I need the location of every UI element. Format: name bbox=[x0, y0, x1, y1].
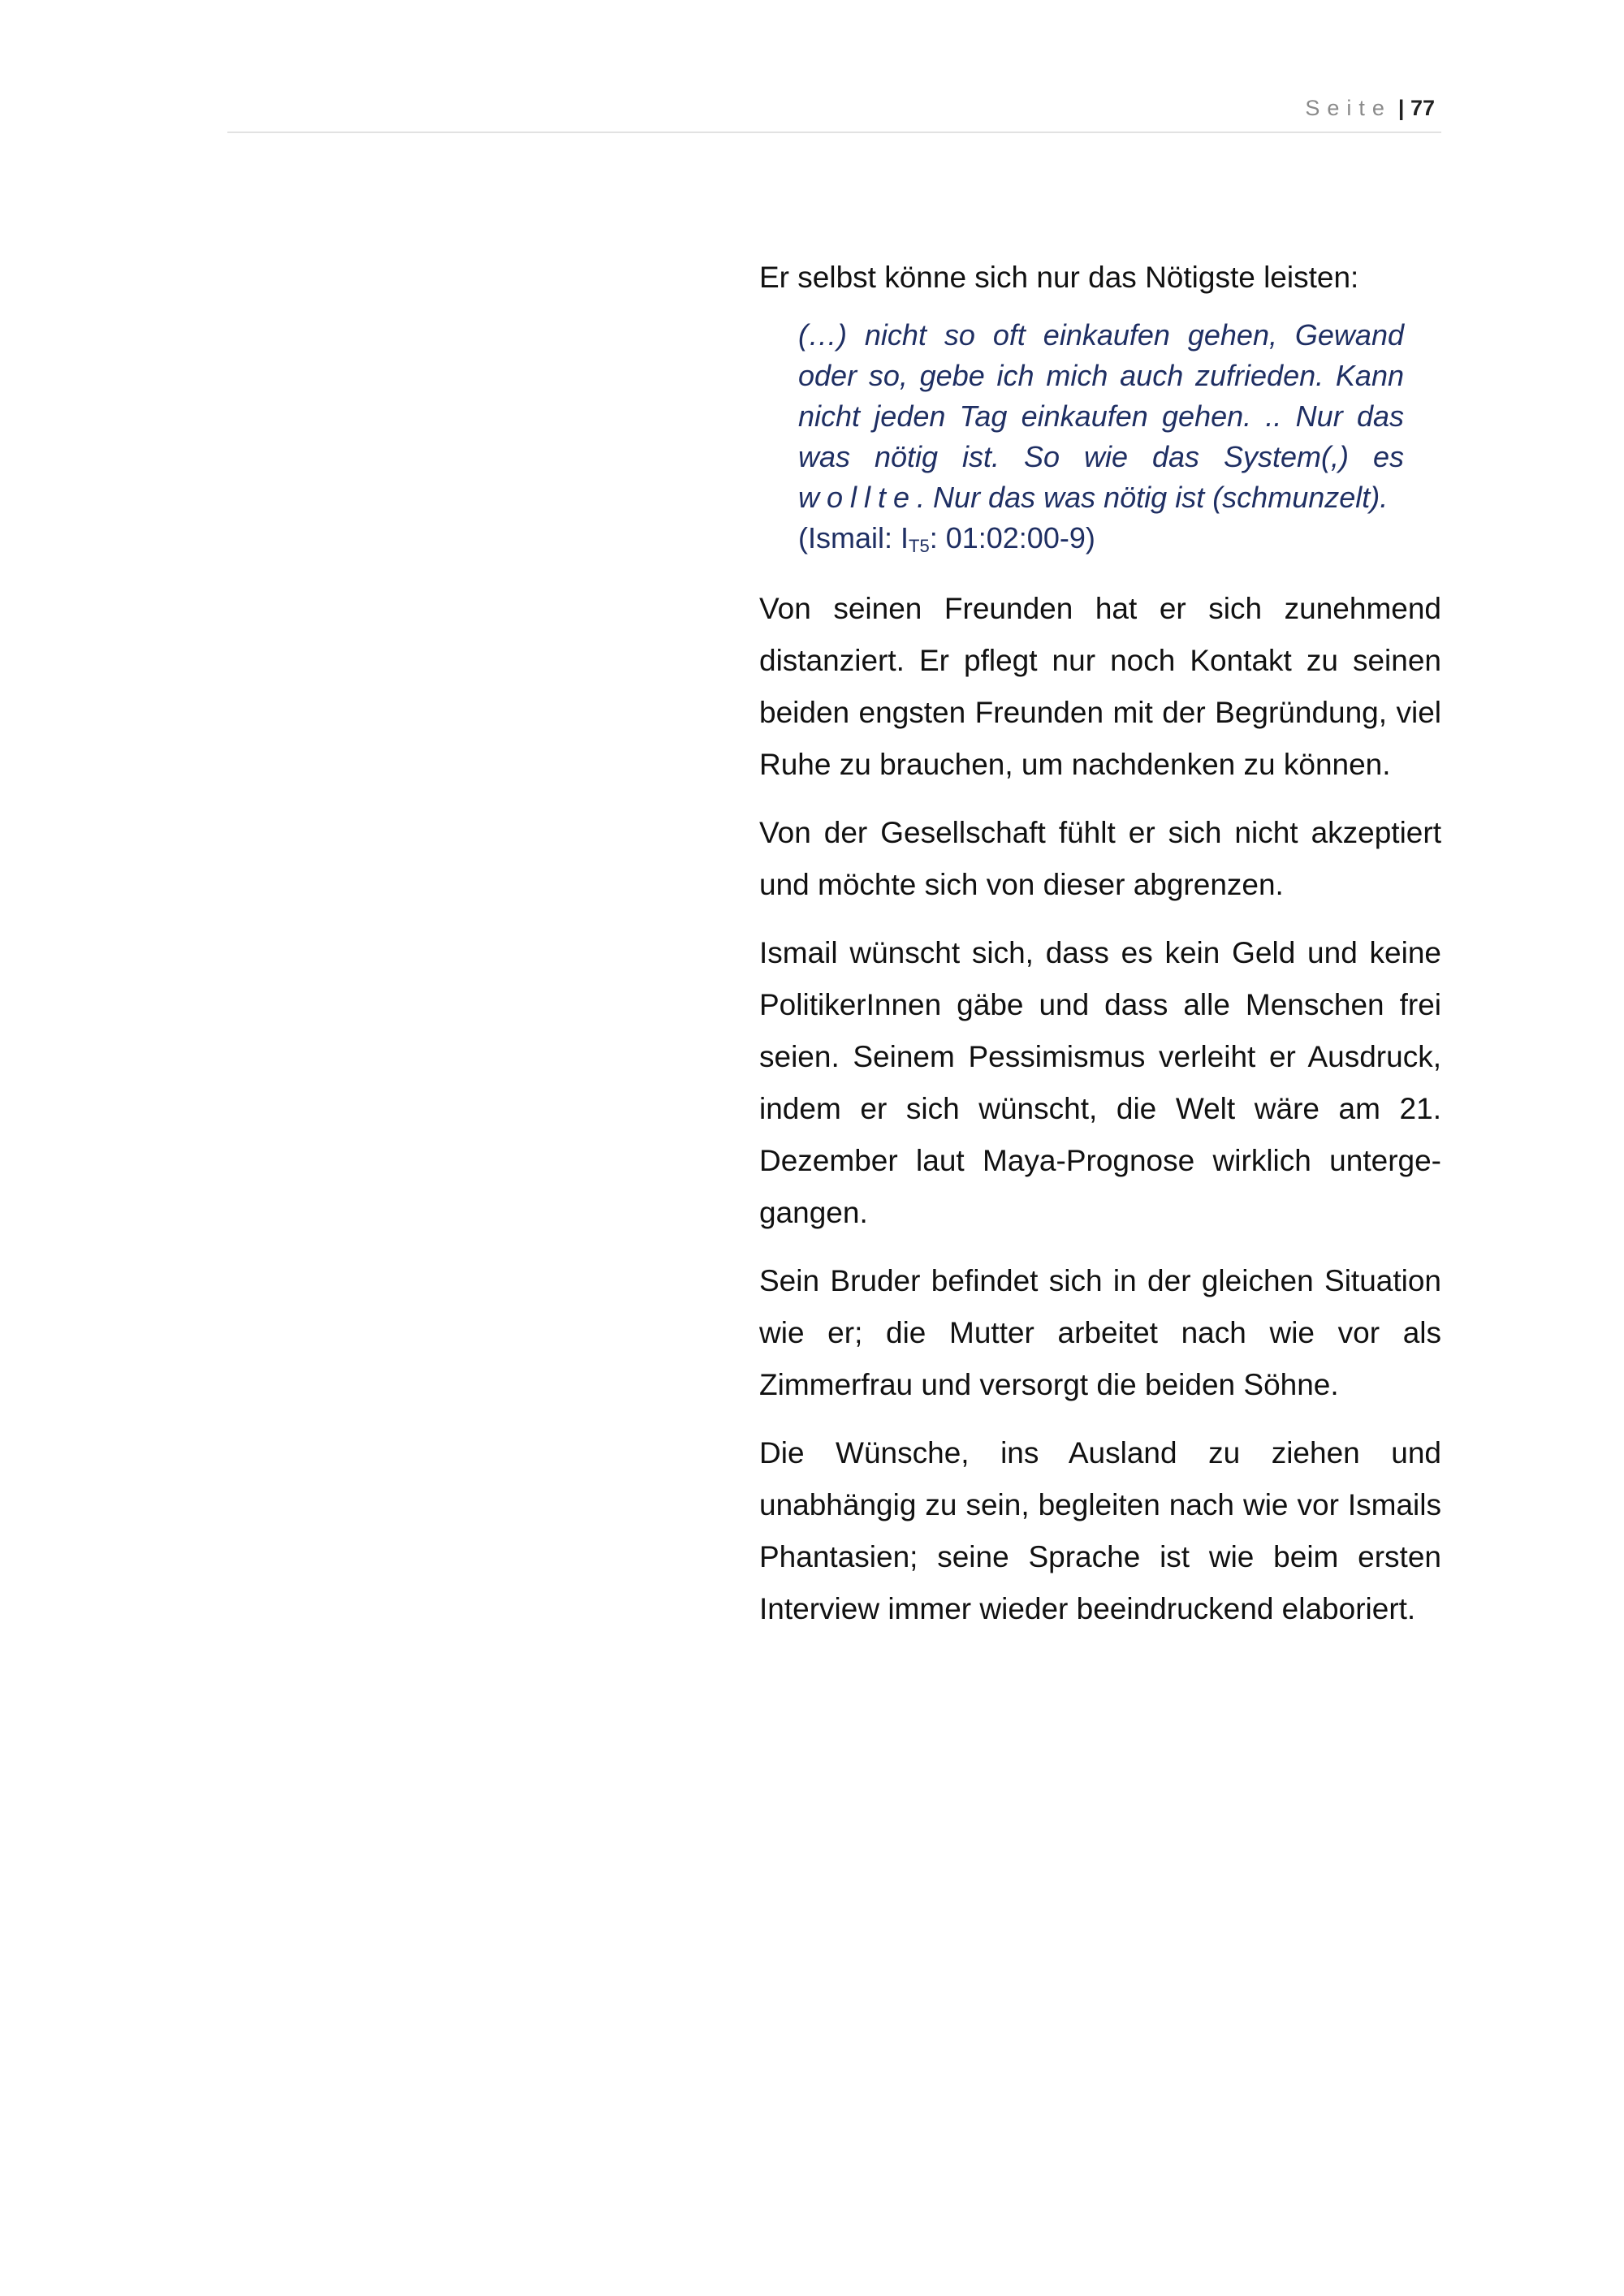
quote-emphasized-word: wollte bbox=[798, 481, 918, 514]
citation-prefix: (Ismail: I bbox=[798, 521, 909, 555]
page-number: 77 bbox=[1410, 96, 1435, 120]
citation-subscript: T5 bbox=[909, 536, 930, 556]
body-paragraph: Ismail wünscht sich, dass es kein Geld und keine PolitikerInnen gäbe und dass alle Menschen frei seien. Seinem Pessimismus verleiht er Ausdruck, indem er sich wünscht, die Welt wäre am 21. Dezember laut Maya-Prognose wirklich unterge-gangen. bbox=[759, 936, 1441, 1229]
quote-citation bbox=[798, 518, 1404, 567]
citation-suffix: : 01:02:00-9) bbox=[929, 521, 1095, 555]
page-label-separator: | bbox=[1397, 96, 1405, 120]
page-number-label bbox=[1305, 96, 1435, 120]
text-column bbox=[759, 252, 1441, 1651]
interview-quote bbox=[798, 315, 1404, 567]
intro-paragraph: Er selbst könne sich nur das Nötigste leisten: bbox=[759, 261, 1359, 294]
quote-text-end: . Nur das was nötig ist (schmunzelt). bbox=[917, 481, 1389, 514]
body-paragraph: Sein Bruder befindet sich in der gleichen Situation wie er; die Mutter arbeitet nach wie vor als Zimmerfrau und versorgt die beiden Söhne. bbox=[759, 1264, 1441, 1401]
body-paragraph: Von der Gesellschaft fühlt er sich nicht akzeptiert und möchte sich von dieser abgrenzen. bbox=[759, 816, 1441, 901]
page-header bbox=[227, 96, 1441, 133]
quote-text-start: (…) nicht so oft einkaufen gehen, Gewand oder so, gebe ich mich auch zufrieden. Kann nicht jeden Tag einkaufen gehen. .. Nur das was nötig ist. So wie das System(,) es bbox=[798, 318, 1404, 473]
body-paragraph: Von seinen Freunden hat er sich zunehmend distanziert. Er pflegt nur noch Kontakt zu seinen beiden engsten Freunden mit der Begründung, viel Ruhe zu brauchen, um nachdenken zu können. bbox=[759, 592, 1441, 781]
page-label-word: Seite bbox=[1305, 96, 1392, 120]
quote-text bbox=[798, 315, 1404, 518]
body-paragraph: Die Wünsche, ins Ausland zu ziehen und unabhängig zu sein, begleiten nach wie vor Ismails Phantasien; seine Sprache ist wie beim ersten Interview immer wieder beeindruckend elaboriert. bbox=[759, 1436, 1441, 1625]
